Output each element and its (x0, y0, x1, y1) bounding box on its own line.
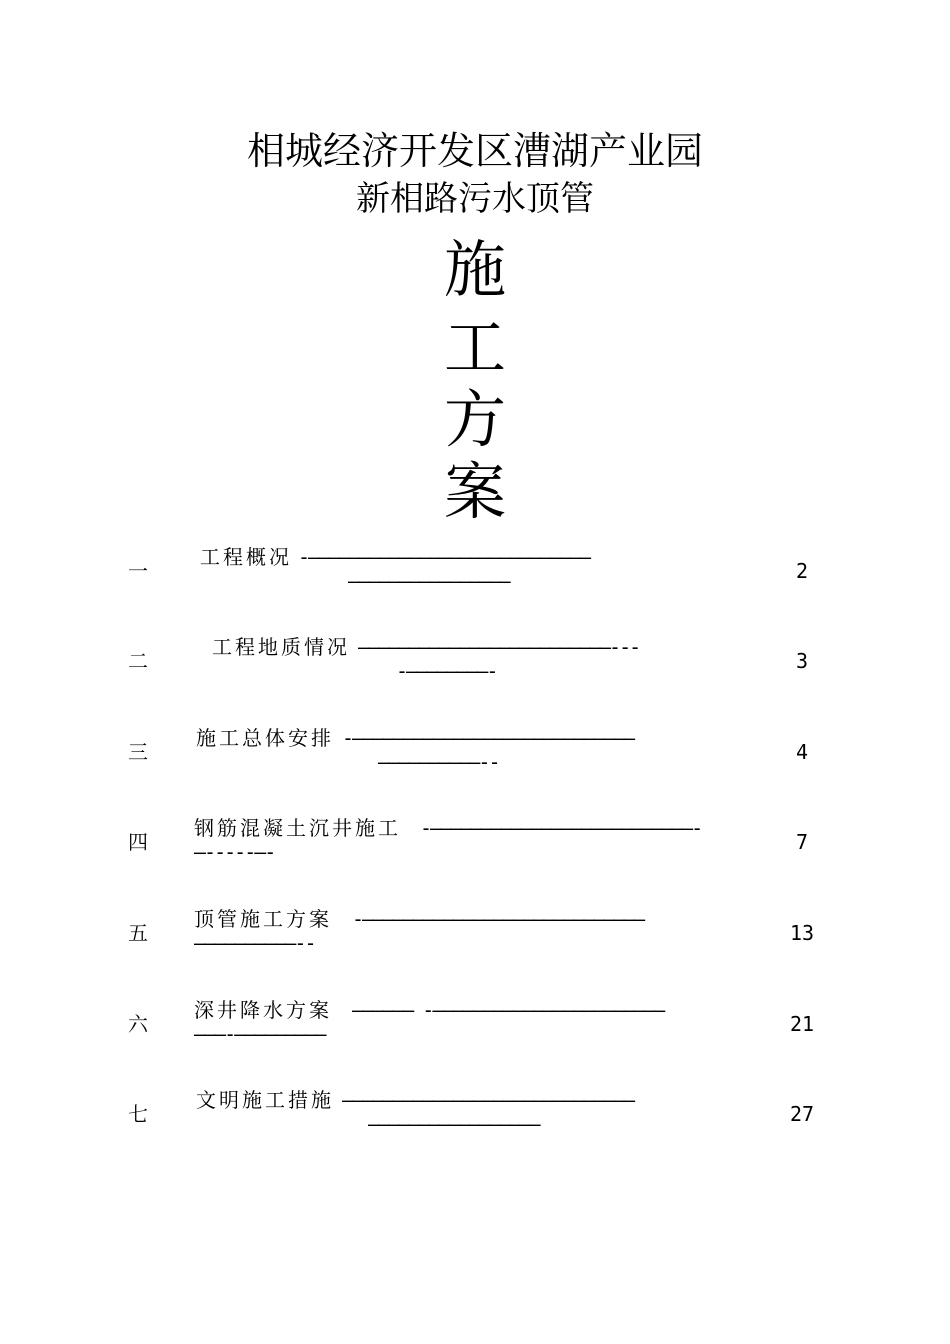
toc-entry-label: 工程地质情况 (212, 635, 350, 659)
toc-leader-line: —-----—- (194, 840, 275, 864)
toc-leader-line: —————————————————————————--- (358, 635, 640, 659)
title-char-gong: 工 (443, 311, 506, 384)
toc-leader-line: ———————————————— (348, 569, 509, 593)
toc-entry-number: 三 (128, 740, 148, 764)
toc-page-number: 27 (789, 1102, 815, 1126)
toc-entry-4[interactable] (0, 816, 950, 886)
toc-entry-3[interactable] (0, 726, 950, 796)
toc-leader-line: ——————————-- (194, 931, 315, 955)
toc-page-number: 7 (795, 830, 809, 854)
toc-page-number: 3 (795, 649, 809, 673)
toc-entry-7[interactable] (0, 1088, 950, 1158)
toc-leader-line: -———————————————————————————— (298, 545, 590, 569)
toc-entry-5[interactable] (0, 907, 950, 977)
toc-entry-label: 文明施工措施 (196, 1088, 334, 1112)
document-title-line2: 新相路污水顶管 (356, 179, 594, 219)
toc-leader-line: ——————————-- (378, 750, 499, 774)
toc-leader-line: -——————————————————————————- (420, 816, 702, 840)
toc-entry-label: 工程概况 (200, 545, 292, 569)
toc-entry-number: 一 (128, 559, 148, 583)
toc-entry-label: 顶管施工方案 (194, 907, 332, 931)
toc-leader-line: -———————————————————————————— (342, 726, 634, 750)
toc-page-number: 13 (789, 921, 815, 945)
toc-leader-line: ————————————————————————————— (342, 1088, 634, 1112)
toc-entry-label: 深井降水方案 (194, 998, 332, 1022)
title-char-shi: 施 (443, 233, 506, 306)
toc-entry-label: 施工总体安排 (196, 726, 334, 750)
toc-entry-label: 钢筋混凝土沉井施工 (194, 816, 401, 840)
toc-leader-line: ———-————————— (194, 1022, 325, 1046)
toc-leader-line: ————————————————— (368, 1112, 539, 1136)
title-char-fang: 方 (443, 383, 506, 456)
toc-entry-1[interactable] (0, 545, 950, 615)
toc-entry-2[interactable] (0, 635, 950, 705)
title-char-an: 案 (443, 455, 506, 528)
toc-entry-number: 六 (128, 1012, 148, 1036)
toc-leader-line: -————————- (396, 659, 497, 683)
toc-page-number: 2 (795, 559, 809, 583)
toc-entry-number: 四 (128, 830, 148, 854)
toc-entry-number: 七 (128, 1102, 148, 1126)
document-title-line1: 相城经济开发区漕湖产业园 (246, 129, 703, 173)
toc-leader-line: —————— -——————————————————————— (352, 998, 664, 1022)
toc-leader-line: -———————————————————————————— (352, 907, 644, 931)
toc-page-number: 4 (795, 740, 809, 764)
toc-page-number: 21 (789, 1012, 815, 1036)
toc-entry-6[interactable] (0, 998, 950, 1068)
toc-entry-number: 二 (128, 649, 148, 673)
toc-entry-number: 五 (128, 921, 148, 945)
